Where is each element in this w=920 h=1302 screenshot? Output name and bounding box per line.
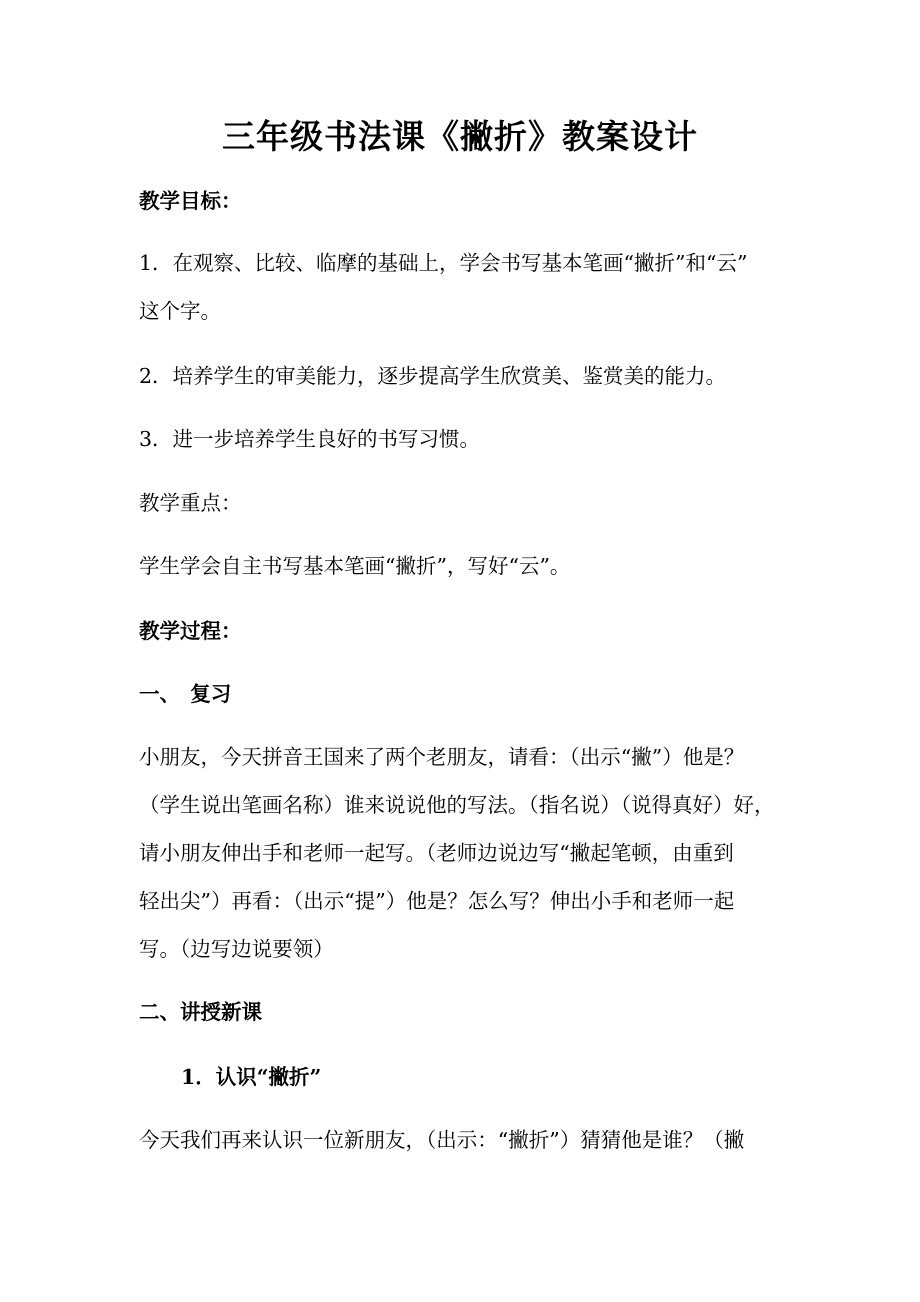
- section-1-line-3: 请小朋友伸出手和老师一起写。（老师边说边写“撇起笔顿，由重到: [139, 841, 734, 865]
- subsection-1-heading: 1．认识“撇折”: [181, 1065, 322, 1089]
- process-heading: 教学过程：: [139, 619, 242, 643]
- section-1-heading: 一、 复习: [139, 682, 232, 706]
- key-points-heading: 教学重点：: [139, 491, 242, 515]
- section-1-line-2: （学生说出笔画名称）谁来说说他的写法。（指名说）（说得真好）好，: [139, 793, 775, 817]
- key-points-text: 学生学会自主书写基本笔画“撇折”，写好“云”。: [139, 554, 571, 578]
- objectives-heading: 教学目标：: [139, 189, 242, 213]
- document-title: 三年级书法课《撇折》教案设计: [222, 117, 698, 156]
- section-1-line-1: 小朋友，今天拼音王国来了两个老朋友，请看：（出示“撇”）他是？: [139, 745, 745, 769]
- objective-3: 3．进一步培养学生良好的书写习惯。: [139, 427, 481, 451]
- subsection-1-line-1: 今天我们再来认识一位新朋友，（出示：“撇折”）猜猜他是谁？（撇: [139, 1128, 745, 1152]
- section-1-line-5: 写。（边写边说要领）: [139, 937, 334, 961]
- section-1-line-4: 轻出尖”）再看：（出示“提”）他是？怎么写？伸出小手和老师一起: [139, 889, 735, 913]
- objective-1-line-2: 这个字。: [139, 299, 221, 323]
- section-2-heading: 二、讲授新课: [139, 1000, 262, 1024]
- objective-2: 2．培养学生的审美能力，逐步提高学生欣赏美、鉴赏美的能力。: [139, 364, 727, 388]
- objective-1-line-1: 1．在观察、比较、临摩的基础上，学会书写基本笔画“撇折”和“云”: [139, 251, 748, 275]
